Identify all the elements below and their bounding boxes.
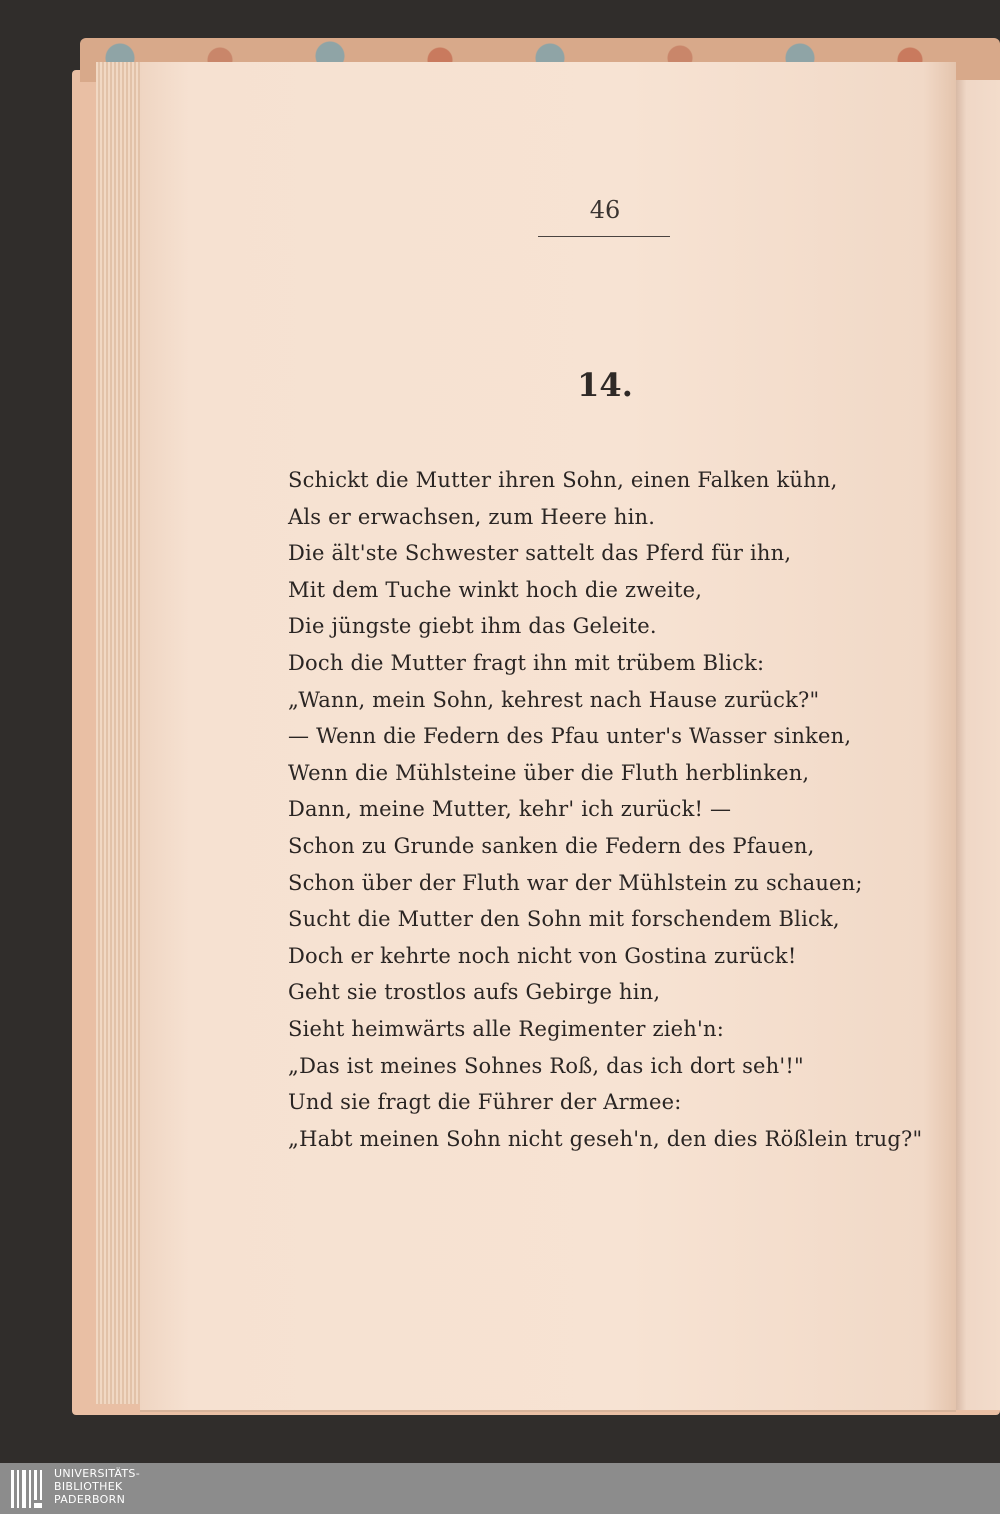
poem-line: Wenn die Mühlsteine über die Fluth herblinken, bbox=[288, 760, 810, 785]
poem-line: Dann, meine Mutter, kehr' ich zurück! — bbox=[288, 797, 732, 822]
library-name-line: PADERBORN bbox=[54, 1493, 126, 1506]
poem-line: Doch die Mutter fragt ihn mit trübem Blick: bbox=[288, 650, 765, 675]
poem-line: Und sie fragt die Führer der Armee: bbox=[288, 1090, 682, 1115]
poem-line: Geht sie trostlos aufs Gebirge hin, bbox=[288, 980, 661, 1005]
poem-line: „Das ist meines Sohnes Roß, das ich dort seh'!" bbox=[288, 1053, 804, 1078]
section-number: 14. bbox=[577, 366, 633, 404]
poem-line: Als er erwachsen, zum Heere hin. bbox=[288, 504, 656, 529]
poem-line: Sieht heimwärts alle Regimenter zieh'n: bbox=[288, 1016, 724, 1041]
library-name bbox=[54, 1467, 140, 1506]
poem-line: — Wenn die Federn des Pfau unter's Wasser sinken, bbox=[288, 724, 852, 749]
footer-bar bbox=[0, 1463, 1000, 1514]
poem-text bbox=[288, 462, 923, 1157]
poem-line: „Habt meinen Sohn nicht geseh'n, den dies Rößlein trug?" bbox=[288, 1126, 923, 1151]
poem-line: Schickt die Mutter ihren Sohn, einen Falken kühn, bbox=[288, 468, 838, 492]
library-name-line: BIBLIOTHEK bbox=[54, 1480, 123, 1493]
library-name-line: UNIVERSITÄTS- bbox=[54, 1467, 140, 1480]
poem-line: Mit dem Tuche winkt hoch die zweite, bbox=[288, 577, 703, 602]
poem-line: Schon zu Grunde sanken die Federn des Pfauen, bbox=[288, 833, 815, 858]
poem-line: Die jüngste giebt ihm das Geleite. bbox=[288, 614, 657, 639]
poem-line: Sucht die Mutter den Sohn mit forschendem Blick, bbox=[288, 907, 840, 932]
library-barcode-logo-icon bbox=[10, 1468, 46, 1510]
poem-line: Doch er kehrte noch nicht von Gostina zurück! bbox=[288, 943, 797, 968]
page-number: 46 bbox=[589, 196, 621, 224]
poem-line: Die ält'ste Schwester sattelt das Pferd für ihn, bbox=[288, 541, 792, 566]
page-number-rule bbox=[538, 236, 670, 237]
poem-line: „Wann, mein Sohn, kehrest nach Hause zurück?" bbox=[288, 687, 820, 712]
facing-page-edge bbox=[952, 80, 1000, 1410]
poem-line: Schon über der Fluth war der Mühlstein zu schauen; bbox=[288, 870, 863, 895]
